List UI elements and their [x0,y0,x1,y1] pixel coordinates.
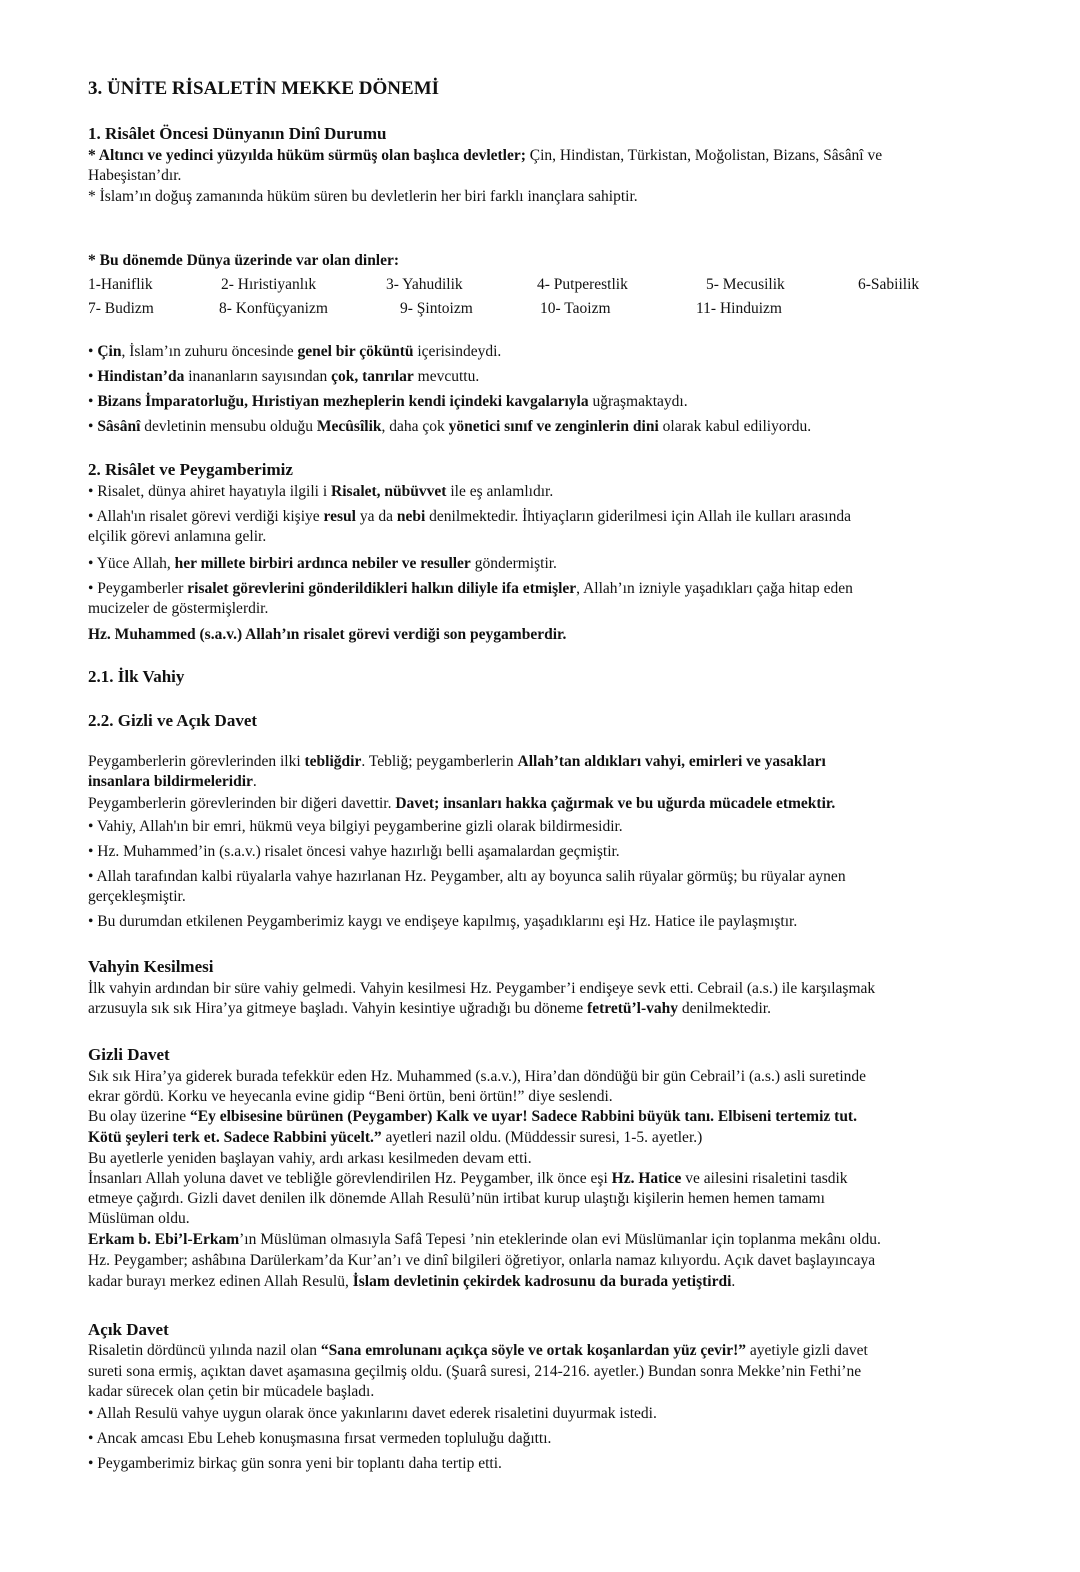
religion-item: 4- Putperestlik [537,276,628,293]
gizli-davet-heading: Gizli Davet [88,1045,170,1064]
gd-line-5: Bu ayetlerle yeniden başlayan vahiy, ardı arkası kesilmeden devam etti. [88,1150,532,1167]
s22-teblig: Peygamberlerin görevlerinden ilki tebliğdir. Tebliğ; peygamberlerin Allah’tan aldıkları vahyi, emirleri ve yasakları [88,753,826,770]
s22-ruyalar-cont: gerçekleşmiştir. [88,888,186,905]
section-2-1-heading: 2.1. İlk Vahiy [88,667,185,686]
religion-item: 6-Sabiilik [858,276,920,293]
s1-line-3: * İslam’ın doğuş zamanında hüküm süren bu devletlerin her biri farklı inançlara sahiptir. [88,188,638,205]
bullet-hindistan: • Hindistan’da inananların sayısından çok, tanrılar mevcuttu. [88,368,480,385]
s22-ruyalar: • Allah tarafından kalbi rüyalarla vahye hazırlanan Hz. Peygamber, altı ay boyunca salih rüyalar görmüş; bu rüyalar aynen [88,868,846,885]
gd-line-7: etmeye çağırdı. Gizli davet denilen ilk dönemde Allah Resulü’nün irtibat kurup ulaştığı kişilerin hemen hemen tamamı [88,1190,825,1207]
religion-item: 7- Budizm [88,300,154,317]
gd-line-10: Hz. Peygamber; ashâbına Darülerkam’da Kur’an’ı ve dinî bilgileri öğretiyor, onlarla namaz kılıyordu. Açık davet başlayıncaya [88,1252,876,1269]
bullet-bizans: • Bizans İmparatorluğu, Hıristiyan mezheplerin kendi içindeki kavgalarıyla uğraşmaktaydı. [88,393,688,410]
s22-hazirlik: • Hz. Muhammed’in (s.a.v.) risalet öncesi vahye hazırlığı belli aşamalardan geçmiştir. [88,843,620,860]
religion-item: 2- Hıristiyanlık [221,276,317,293]
religion-item: 1-Haniflik [88,276,153,293]
acik-davet-heading: Açık Davet [88,1320,169,1339]
ad-line-1: Risaletin dördüncü yılında nazil olan “Sana emrolunanı açıkça söyle ve ortak koşanlardan yüz çevir!” ayetiyle gizli davet [88,1342,868,1359]
gd-line-1: Sık sık Hira’ya giderek burada tefekkür eden Hz. Muhammed (s.a.v.), Hira’dan döndüğü bir gün Cebrail’i (a.s.) asli suretinde [88,1068,867,1085]
religions-heading: * Bu dönemde Dünya üzerinde var olan dinler: [88,252,400,269]
gd-line-2: ekrar gördü. Korku ve heyecanla evine gidip “Beni örtün, beni örtün!” diye seslendi. [88,1088,613,1105]
s2-resul-nebi-cont: elçilik görevi anlamına gelir. [88,528,267,545]
religion-item: 10- Taoizm [540,300,611,317]
religion-item: 9- Şintoizm [400,300,473,317]
vk-line-2: arzusuyla sık sık Hira’ya gitmeye başladı. Vahyin kesintiye uğradığı bu döneme fetretü’l-vahy denilmektedir. [88,1000,771,1017]
ad-line-2: sureti sona ermiş, açıktan davet aşamasına geçilmiş oldu. (Şuarâ suresi, 214-216. ayetler.) Bundan sonra Mekke’nin Fethi’ne [88,1363,862,1380]
ad-line-4: • Allah Resulü vahye uygun olarak önce yakınlarını davet ederek risaletini duyurmak istedi. [88,1405,657,1422]
ad-line-5: • Ancak amcası Ebu Leheb konuşmasına fırsat vermeden topluluğu dağıttı. [88,1430,552,1447]
s2-yuce-allah: • Yüce Allah, her millete birbiri ardınca nebiler ve resuller göndermiştir. [88,555,557,572]
s1-line-1: * Altıncı ve yedinci yüzyılda hüküm sürmüş olan başlıca devletler; Çin, Hindistan, Türkistan, Moğolistan, Bizans, Sâsânî ve [88,147,883,164]
s22-teblig-cont: insanlara bildirmeleridir. [88,773,257,790]
gd-line-11: kadar burayı merkez edinen Allah Resulü, İslam devletinin çekirdek kadrosunu da burada yetiştirdi. [88,1273,736,1290]
bullet-cin: • Çin, İslam’ın zuhuru öncesinde genel bir çöküntü içerisindeydi. [88,343,502,360]
s2-son-peygamber: Hz. Muhammed (s.a.v.) Allah’ın risalet görevi verdiği son peygamberdir. [88,626,567,643]
bullet-sasani: • Sâsânî devletinin mensubu olduğu Mecûsîlik, daha çok yönetici sınıf ve zenginlerin dini olarak kabul ediliyordu. [88,418,812,435]
section-2-heading: 2. Risâlet ve Peygamberimiz [88,460,293,479]
vahyin-kesilmesi-heading: Vahyin Kesilmesi [88,957,214,976]
s22-davet: Peygamberlerin görevlerinden bir diğeri davettir. Davet; insanları hakka çağırmak ve bu uğurda mücadele etmektir. [88,795,836,812]
religion-item: 8- Konfüçyanizm [219,300,328,317]
section-1-heading: 1. Risâlet Öncesi Dünyanın Dinî Durumu [88,124,387,143]
unit-title: 3. ÜNİTE RİSALETİN MEKKE DÖNEMİ [88,78,440,99]
ad-line-6: • Peygamberimiz birkaç gün sonra yeni bir toplantı daha tertip etti. [88,1455,502,1472]
vk-line-1: İlk vahyin ardından bir süre vahiy gelmedi. Vahyin kesilmesi Hz. Peygamber’i endişeye sevk etti. Cebrail (a.s.) ile karşılaşmak [88,980,876,997]
gd-line-8: Müslüman oldu. [88,1210,190,1227]
s2-peygamberler-cont: mucizeler de göstermişlerdir. [88,600,269,617]
gd-line-3: Bu olay üzerine “Ey elbisesine bürünen (Peygamber) Kalk ve uyar! Sadece Rabbini büyük tanı. Elbiseni tertemiz tut. [88,1108,857,1125]
section-2-2-heading: 2.2. Gizli ve Açık Davet [88,711,258,730]
s2-resul-nebi: • Allah'ın risalet görevi verdiği kişiye resul ya da nebi denilmektedir. İhtiyaçların giderilmesi için Allah ile kulları arasında [88,508,851,525]
s2-peygamberler: • Peygamberler risalet görevlerini gönderildikleri halkın diliyle ifa etmişler, Allah’ın izniyle yaşadıkları çağa hitap eden [88,580,853,597]
ad-line-3: kadar sürecek olan çetin bir mücadele başladı. [88,1383,375,1400]
religion-item: 3- Yahudilik [386,276,463,293]
s2-risalet: • Risalet, dünya ahiret hayatıyla ilgili i Risalet, nübüvvet ile eş anlamlıdır. [88,483,554,500]
religion-item: 11- Hinduizm [696,300,782,317]
gd-line-4: Kötü şeyleri terk et. Sadece Rabbini yücelt.” ayetleri nazil oldu. (Müddessir suresi, 1-5. ayetler.) [88,1129,703,1146]
s1-line-2: Habeşistan’dır. [88,167,182,184]
s22-vahiy: • Vahiy, Allah'ın bir emri, hükmü veya bilgiyi peygamberine gizli olarak bildirmesidir. [88,818,623,835]
s22-hatice: • Bu durumdan etkilenen Peygamberimiz kaygı ve endişeye kapılmış, yaşadıklarını eşi Hz. Hatice ile paylaşmıştır. [88,913,798,930]
gd-line-6: İnsanları Allah yoluna davet ve tebliğle görevlendirilen Hz. Peygamber, ilk önce eşi Hz. Hatice ve ailesini risaletini tasdik [88,1170,848,1187]
gd-line-9: Erkam b. Ebi’l-Erkam’ın Müslüman olmasıyla Safâ Tepesi ’nin eteklerinde olan evi Müslümanlar için toplanma mekânı oldu. [88,1231,881,1248]
religion-item: 5- Mecusilik [706,276,785,293]
